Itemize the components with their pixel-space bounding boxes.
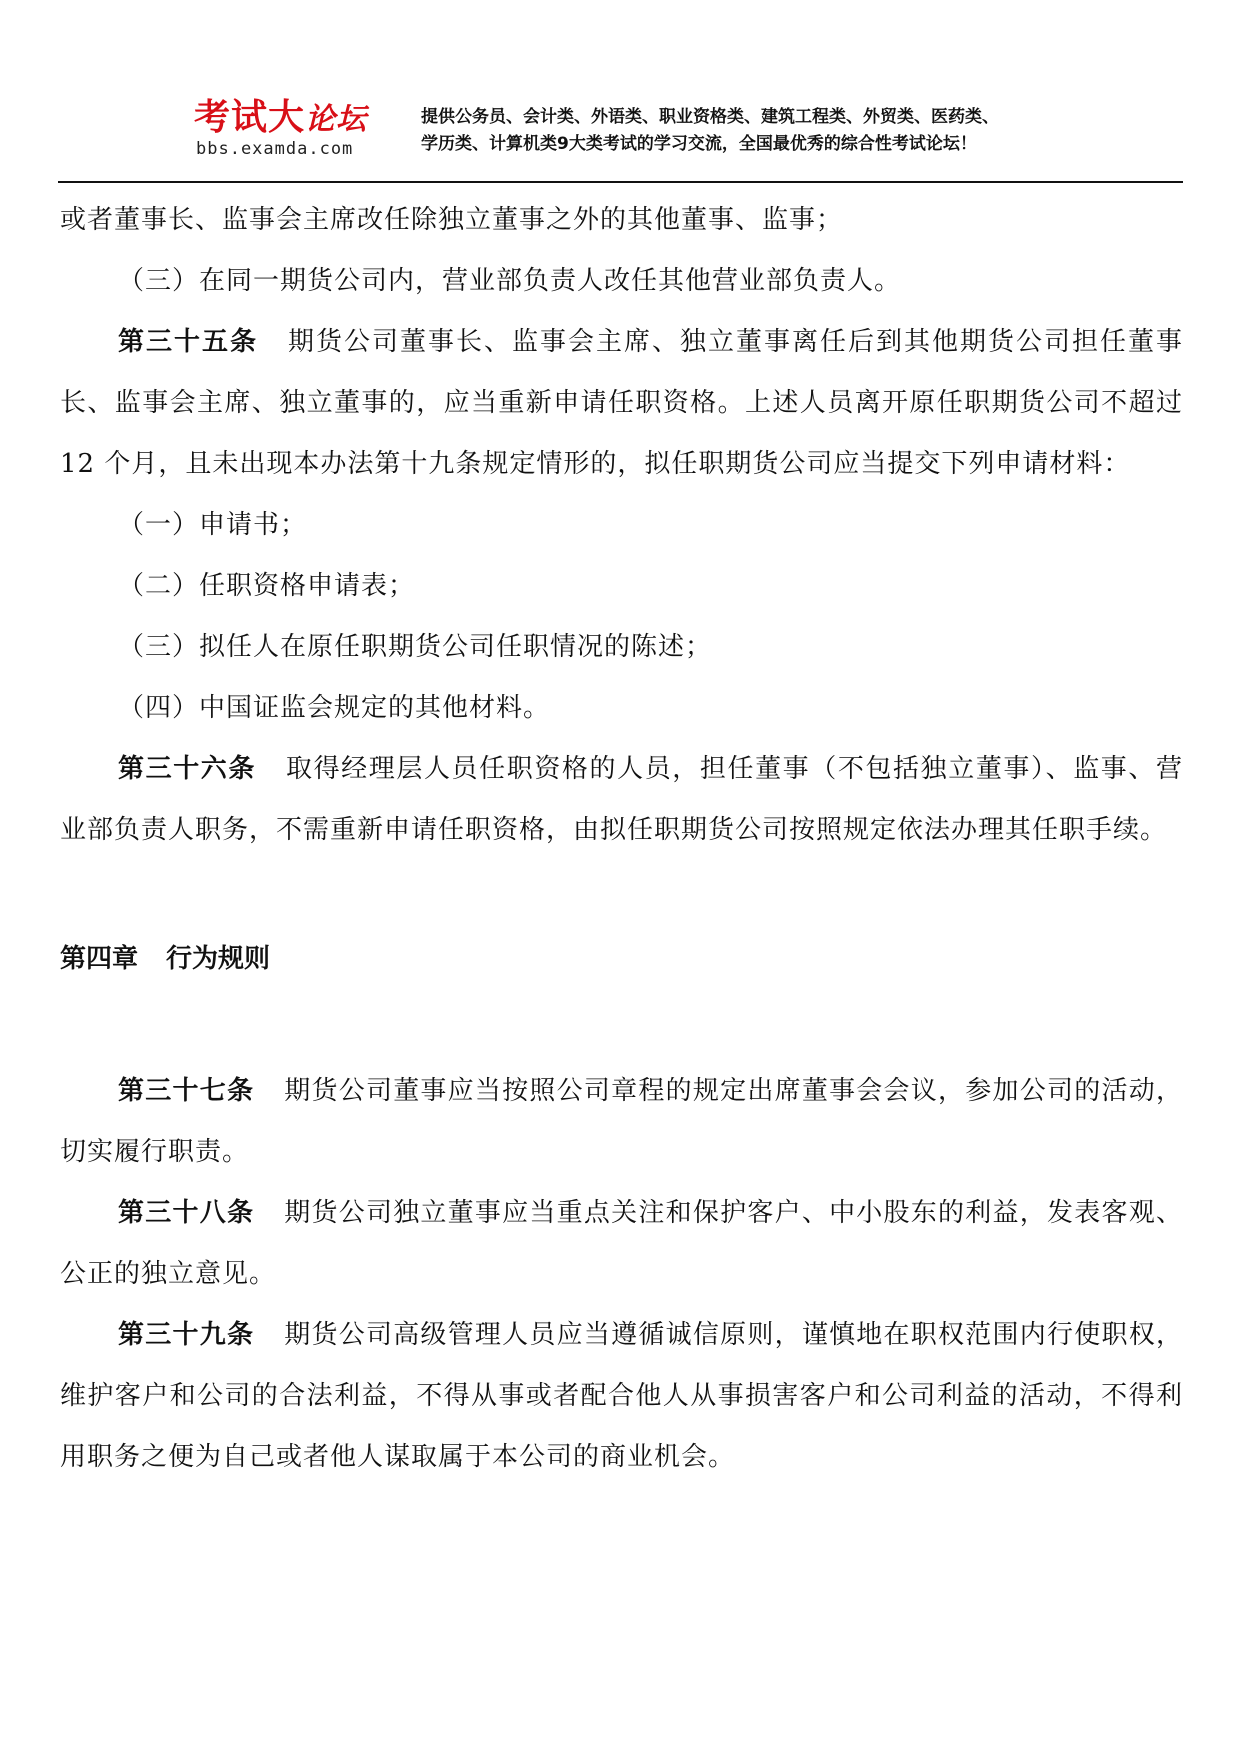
article-39 (60, 1305, 1183, 1488)
page-header (0, 0, 1241, 182)
article-title: 第三十六条 (118, 754, 256, 784)
logo-main-text: 考试大 (194, 97, 306, 138)
logo-url: bbs.examda.com (196, 139, 354, 159)
list-item: （四）中国证监会规定的其他材料。 (118, 693, 551, 723)
paragraph: 或者董事长、监事会主席改任除独立董事之外的其他董事、监事； (60, 205, 844, 235)
list-item: （三）拟任人在原任职期货公司任职情况的陈述； (118, 632, 713, 662)
paragraph: （三）在同一期货公司内，营业部负责人改任其他营业部负责人。 (118, 266, 902, 296)
article-text: 期货公司高级管理人员应当遵循诚信原则，谨慎地在职权范围内行使职权，维护客户和公司的合法利益，不得从事或者配合他人从事损害客户和公司利益的活动，不得利用职务之便为自己或者他人谋取属于本公司的商业机会。 (60, 1320, 1183, 1472)
examda-logo[interactable] (194, 98, 416, 162)
article-text: 期货公司独立董事应当重点关注和保护客户、中小股东的利益，发表客观、公正的独立意见。 (60, 1198, 1183, 1289)
article-text: 期货公司董事长、监事会主席、独立董事离任后到其他期货公司担任董事长、监事会主席、独立董事的，应当重新申请任职资格。上述人员离开原任职期货公司不超过 12 个月，且未出现本办法第十九条规定情形的，拟任职期货公司应当提交下列申请材料： (60, 327, 1183, 479)
slogan-line-2: 学历类、计算机类9大类考试的学习交流，全国最优秀的综合性考试论坛！ (421, 134, 977, 154)
article-title: 第三十七条 (118, 1076, 255, 1106)
chapter-number: 第四章 (60, 944, 139, 974)
slogan-line-1: 提供公务员、会计类、外语类、职业资格类、建筑工程类、外贸类、医药类、 (421, 107, 999, 127)
header-divider (58, 181, 1183, 183)
article-title: 第三十八条 (118, 1198, 255, 1228)
list-item: （一）申请书； (118, 510, 308, 540)
chapter-title: 行为规则 (166, 944, 271, 974)
list-item: （二）任职资格申请表； (118, 571, 416, 601)
article-36 (60, 739, 1183, 861)
chapter-heading (60, 939, 1183, 979)
header-slogan (421, 104, 1061, 158)
article-37 (60, 1061, 1183, 1183)
article-title: 第三十五条 (118, 327, 258, 357)
article-38 (60, 1183, 1183, 1305)
document-body (60, 190, 1183, 1488)
article-35 (60, 312, 1183, 495)
article-text: 取得经理层人员任职资格的人员，担任董事（不包括独立董事）、监事、营业部负责人职务，不需重新申请任职资格，由拟任职期货公司按照规定依法办理其任职手续。 (60, 754, 1183, 845)
article-title: 第三十九条 (118, 1320, 255, 1350)
article-text: 期货公司董事应当按照公司章程的规定出席董事会会议，参加公司的活动，切实履行职责。 (60, 1076, 1183, 1167)
logo-sub-text: 论坛 (305, 102, 368, 137)
